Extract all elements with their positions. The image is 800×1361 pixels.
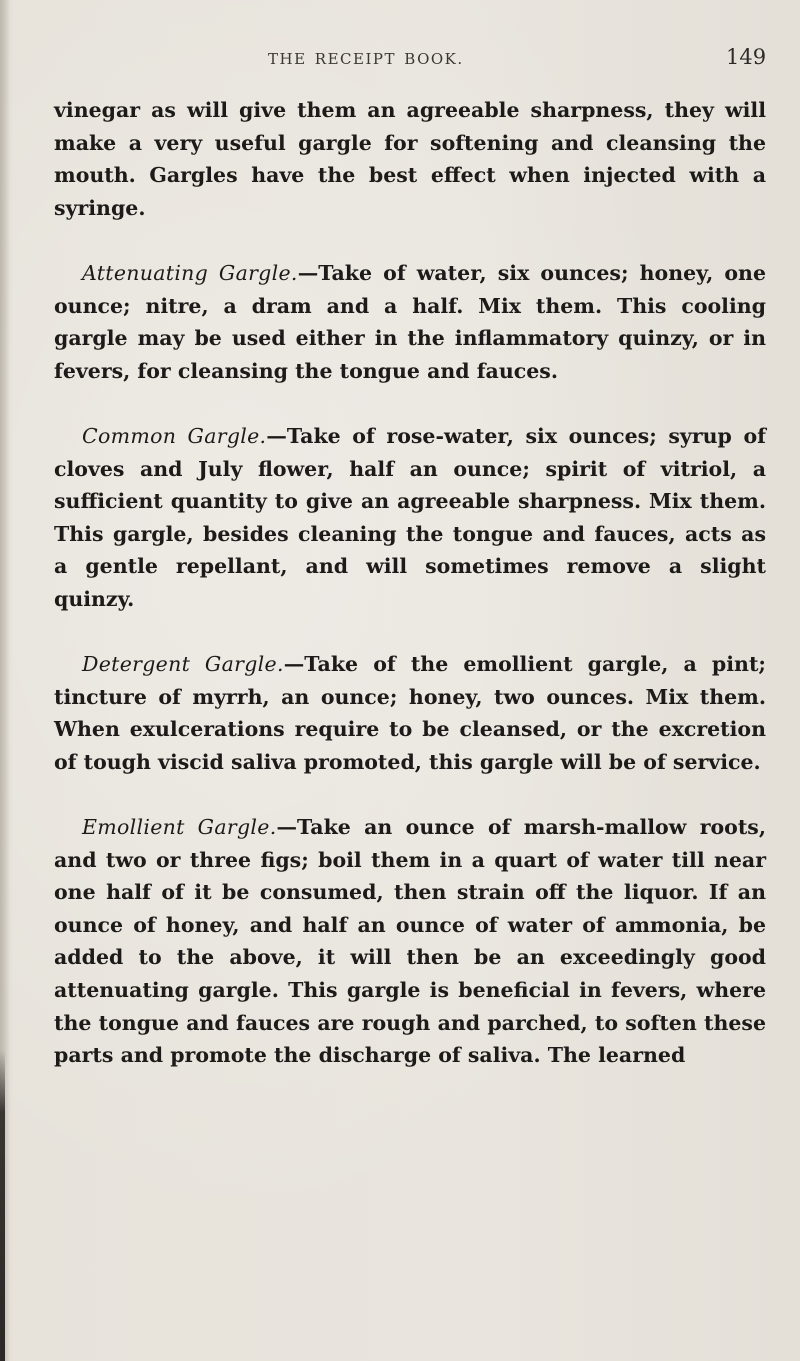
recipe-text: —Take of the emollient gargle, a pint; tincture of myrrh, an ounce; honey, two ounces. Mix them. When exulcerations require to be cleansed, or the excretion of tough viscid saliva promoted, this gargle will be of service. (54, 652, 766, 774)
page-number: 149 (726, 45, 767, 69)
recipe-heading: Attenuating Gargle. (82, 260, 298, 285)
recipe-heading: Detergent Gargle. (82, 652, 284, 677)
body-text (54, 94, 766, 1104)
recipe-attenuating-gargle (54, 257, 766, 387)
binding-mark (0, 1050, 5, 1361)
recipe-text: —Take of rose-water, six ounces; syrup of cloves and July flower, half an ounce; spirit of vitriol, a sufficient quantity to give an agreeable sharpness. Mix them. This gargle, besides cleaning the tongue and fauces, acts as a gentle repellant, and will sometimes remove a slight quinzy. (54, 423, 766, 611)
recipe-heading: Emollient Gargle. (82, 815, 277, 840)
recipe-text: —Take of water, six ounces; honey, one ounce; nitre, a dram and a half. Mix them. This cooling gargle may be used either in the inflammatory quinzy, or in fevers, for cleansing the tongue and fauces. (54, 260, 766, 383)
recipe-common-gargle (54, 420, 766, 616)
paragraph-continuation (54, 94, 766, 224)
paragraph-text: vinegar as will give them an agreeable sharpness, they will make a very useful gargle for softening and cleansing the mouth. Gargles have the best effect when injected with a syringe. (54, 98, 766, 220)
running-head: THE RECEIPT BOOK. (268, 50, 464, 68)
recipe-detergent-gargle (54, 648, 766, 778)
recipe-text: —Take an ounce of marsh-mallow roots, and two or three figs; boil them in a quart of water till near one half of it be consumed, then strain off the liquor. If an ounce of honey, and half an ounce of water of ammonia, be added to the above, it will then be an exceedingly good attenuating gargle. This gargle is beneficial in fevers, where the tongue and fauces are rough and parched, to soften these parts and promote the discharge of saliva. The learned (54, 815, 766, 1068)
recipe-heading: Common Gargle. (82, 423, 267, 448)
recipe-emollient-gargle (54, 811, 766, 1072)
